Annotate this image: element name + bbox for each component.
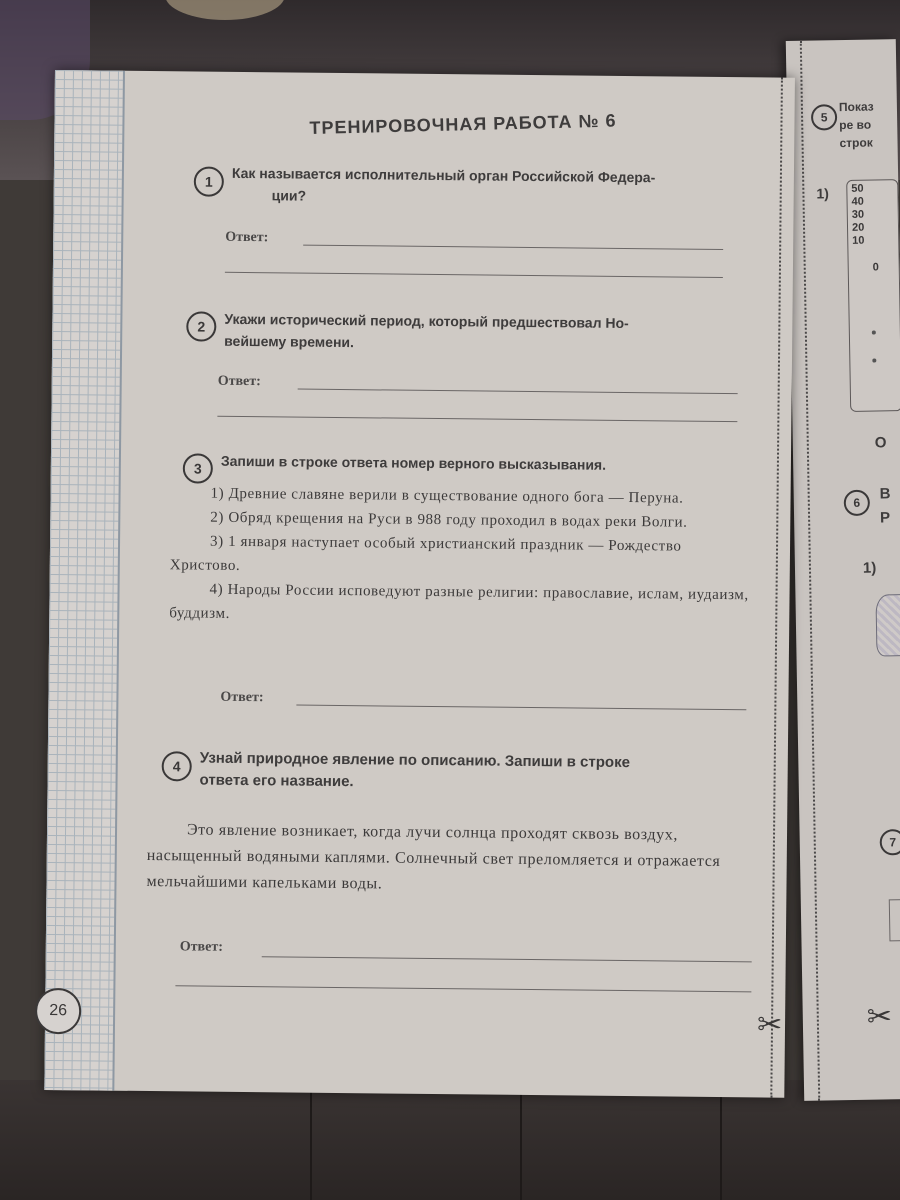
item-label: 1) (862, 559, 877, 577)
scale-tick: 0 (872, 261, 879, 274)
floor-seam (720, 1080, 722, 1200)
question-text-line: Узнай природное явление по описанию. Запиши в строке (199, 749, 631, 772)
question-text-line: ответа его название. (199, 771, 354, 791)
scale-tick: 30 (851, 208, 865, 221)
answer-line-q4[interactable] (262, 956, 752, 962)
statement-item: 2) Обряд крещения на Руси в 988 году проходил в водах реки Волги. (210, 509, 688, 531)
question-number-3: 3 (183, 453, 213, 483)
answer-line-q4[interactable] (175, 985, 751, 992)
page-number: 26 (35, 988, 81, 1034)
scissors-icon: ✂ (866, 1000, 893, 1034)
graph-paper-margin (44, 70, 123, 1091)
scale-tick: 50 (851, 182, 864, 195)
right-page (786, 39, 900, 1101)
question-number-7: 7 (880, 829, 900, 855)
statements-list (169, 481, 750, 631)
description-paragraph (146, 817, 747, 901)
floor-seam (520, 1080, 522, 1200)
cut-line (770, 78, 783, 1098)
worksheet-page (44, 70, 795, 1098)
question-text-line: вейшему времени. (224, 332, 355, 351)
q6-fragment: В (879, 485, 891, 503)
page-title: ТРЕНИРОВОЧНАЯ РАБОТА № 6 (309, 110, 617, 139)
question-number-5: 5 (811, 104, 837, 130)
floor-seam (310, 1080, 312, 1200)
statement-item: 3) 1 января наступает особый христианский праздник — Рождество Христово. (169, 533, 682, 574)
question-text-line: Укажи исторический период, который предшествовал Но- (224, 310, 629, 332)
answer-box (889, 899, 900, 942)
statement-item: 1) Древние славяне верили в существование одного бога — Перуна. (210, 485, 684, 507)
q5-fragment: Показ (838, 99, 874, 115)
answer-line-q3[interactable] (296, 705, 746, 711)
question-text-line: Как называется исполнительный орган Российской Федера- (231, 164, 656, 186)
doodle-illustration (875, 594, 900, 657)
question-2-text (224, 308, 629, 356)
answer-label: Ответ: (220, 689, 264, 706)
question-3-text: Запиши в строке ответа номер верного высказывания. (220, 452, 607, 473)
background-floor (0, 1080, 900, 1200)
scale-tick: 40 (851, 195, 864, 208)
answer-label: Ответ: (217, 373, 261, 390)
statement-item: 4) Народы России исповедуют разные религии: православие, ислам, иудаизм, буддизм. (169, 581, 749, 622)
scale-tick: 10 (852, 234, 865, 247)
question-number-1: 1 (194, 166, 224, 196)
answer-line-q1[interactable] (303, 245, 723, 250)
answer-line-q2[interactable] (298, 389, 738, 395)
question-text-line: ции? (271, 187, 307, 204)
scale-tick: 20 (851, 221, 865, 234)
question-number-4: 4 (162, 751, 192, 781)
answer-line-q2[interactable] (217, 416, 737, 422)
scale-dot (872, 359, 876, 363)
thermometer-scale (851, 182, 879, 274)
question-number-6: 6 (844, 490, 870, 516)
answer-fragment: О (874, 434, 887, 452)
description-text: Это явление возникает, когда лучи солнца проходят сквозь воздух, насыщенный водяными каплями. Солнечный свет преломляется и отражается мельчайшими капельками воды. (146, 821, 721, 893)
question-4-text (199, 748, 630, 797)
thermometer-figure (846, 179, 900, 412)
q5-fragment: ре во (839, 117, 872, 133)
q5-fragment: строк (839, 135, 873, 151)
scale-dot (872, 331, 876, 335)
question-number-2: 2 (186, 311, 216, 341)
item-label: 1) (816, 185, 830, 202)
answer-label: Ответ: (179, 939, 223, 955)
q6-fragment: Р (879, 509, 891, 527)
question-1-text (232, 162, 656, 210)
scissors-icon: ✂ (756, 1008, 783, 1042)
worksheet-content (144, 71, 765, 1097)
answer-label: Ответ: (225, 229, 269, 246)
answer-line-q1[interactable] (225, 272, 723, 278)
